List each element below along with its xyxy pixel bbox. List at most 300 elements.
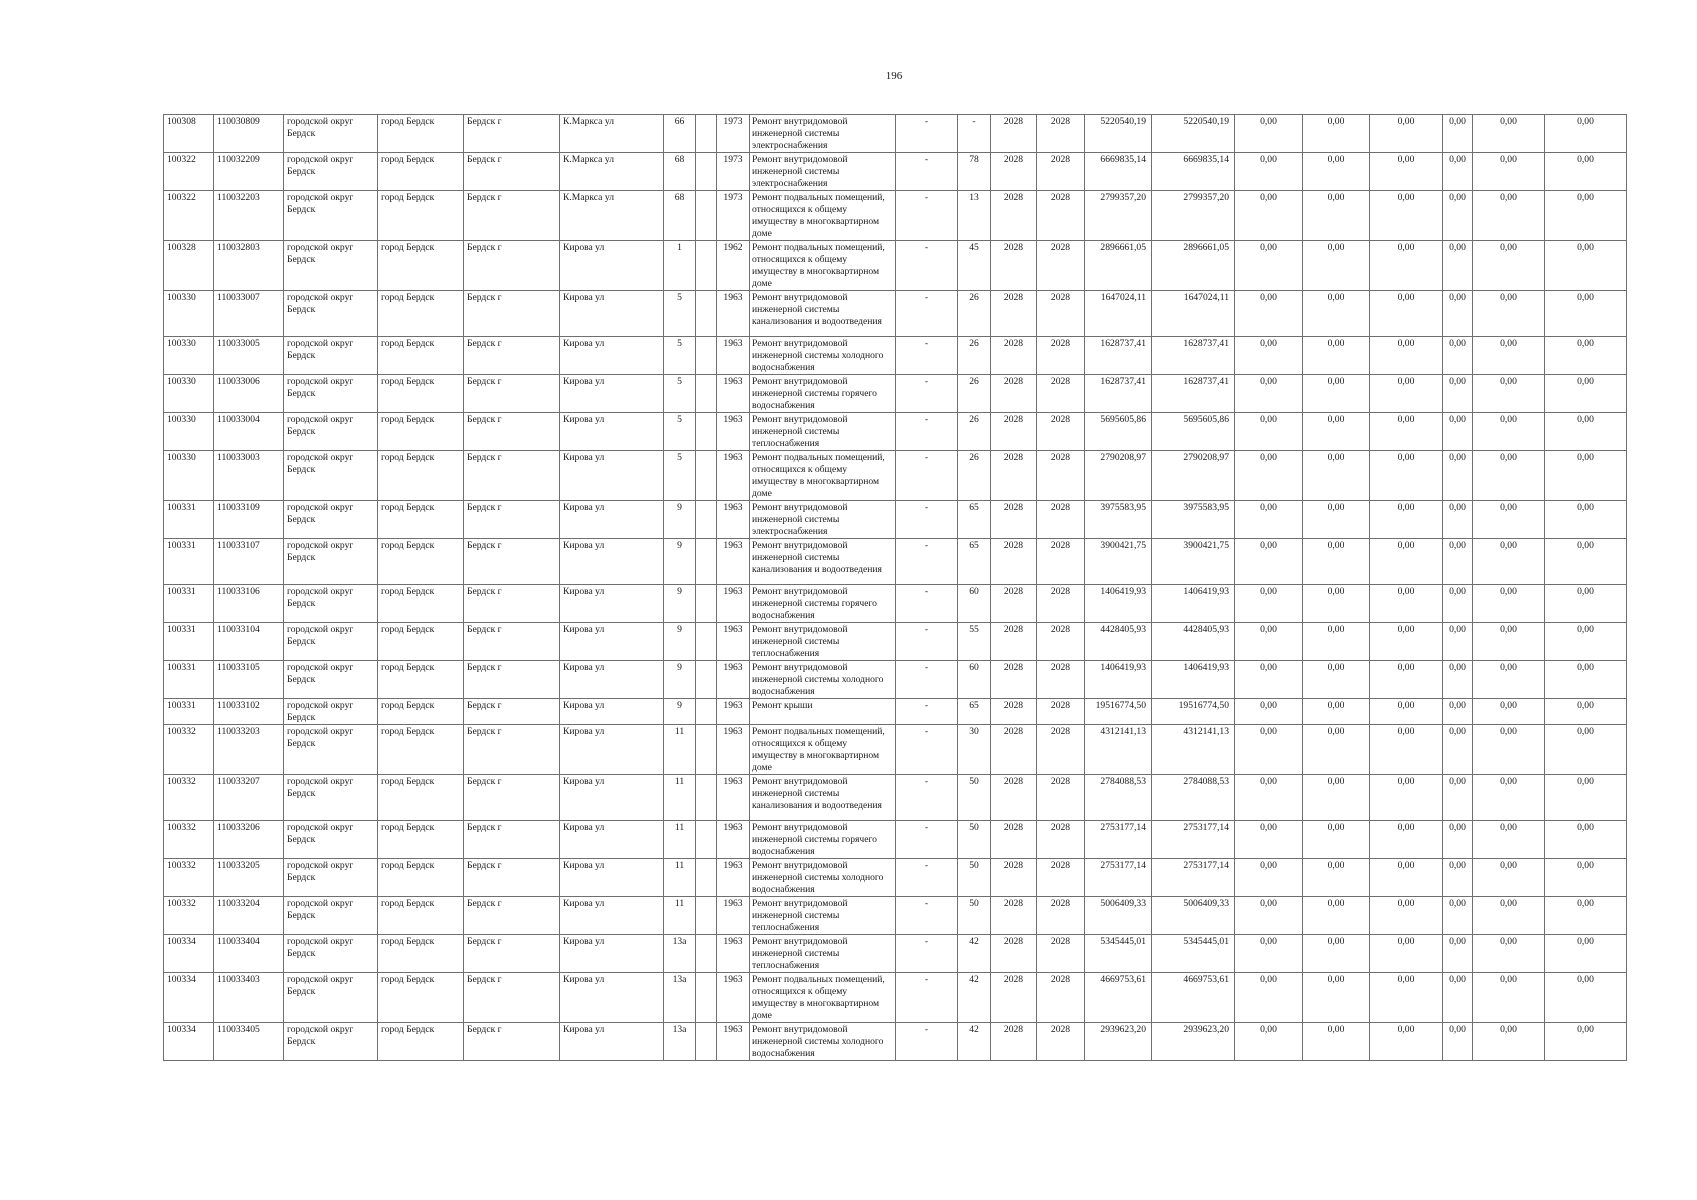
cell-cost-local: 0,00 — [1370, 935, 1443, 973]
cell-cost-federal: 0,00 — [1235, 775, 1303, 821]
cell-total-cost: 3900421,75 — [1085, 539, 1152, 585]
table-row — [164, 1023, 1627, 1061]
cell-cost-owners: 2753177,14 — [1152, 821, 1235, 859]
cell-build-year: 1963 — [717, 1023, 750, 1061]
cell-house-id: 100331 — [164, 501, 214, 539]
cell-cost-federal: 0,00 — [1235, 699, 1303, 725]
cell-cost-regional: 0,00 — [1303, 153, 1370, 191]
cell-cost-other-3: 0,00 — [1545, 699, 1627, 725]
cell-quantity: 65 — [958, 539, 991, 585]
cell-cost-federal: 0,00 — [1235, 821, 1303, 859]
cell-building — [696, 699, 717, 725]
cell-unit: - — [896, 501, 958, 539]
cell-cost-other-2: 0,00 — [1473, 821, 1545, 859]
cell-cost-federal: 0,00 — [1235, 115, 1303, 153]
cell-year-start: 2028 — [991, 241, 1037, 291]
cell-year-end: 2028 — [1037, 821, 1085, 859]
cell-cost-federal: 0,00 — [1235, 375, 1303, 413]
cell-settlement: город Бердск — [378, 153, 464, 191]
cell-work-type: Ремонт внутридомовой инженерной системы канализования и водоотведения — [750, 291, 896, 337]
cell-building — [696, 241, 717, 291]
cell-cost-other-3: 0,00 — [1545, 291, 1627, 337]
cell-municipality: городской округ Бердск — [284, 153, 378, 191]
cell-build-year: 1963 — [717, 413, 750, 451]
cell-cost-owners: 5345445,01 — [1152, 935, 1235, 973]
cell-quantity: 60 — [958, 661, 991, 699]
table-row — [164, 115, 1627, 153]
cell-cost-other-1: 0,00 — [1443, 539, 1473, 585]
cell-year-end: 2028 — [1037, 153, 1085, 191]
table-row — [164, 897, 1627, 935]
cell-cost-other-3: 0,00 — [1545, 1023, 1627, 1061]
cell-work-id: 110033403 — [214, 973, 284, 1023]
cell-unit: - — [896, 623, 958, 661]
cell-house-id: 100332 — [164, 821, 214, 859]
cell-house-id: 100331 — [164, 539, 214, 585]
cell-house-number: 68 — [664, 153, 696, 191]
cell-year-end: 2028 — [1037, 897, 1085, 935]
table-row — [164, 585, 1627, 623]
cell-building — [696, 661, 717, 699]
cell-house-number: 9 — [664, 539, 696, 585]
cell-building — [696, 897, 717, 935]
cell-build-year: 1963 — [717, 585, 750, 623]
cell-municipality: городской округ Бердск — [284, 451, 378, 501]
cell-work-type: Ремонт внутридомовой инженерной системы холодного водоснабжения — [750, 337, 896, 375]
cell-municipality: городской округ Бердск — [284, 539, 378, 585]
cell-cost-owners: 4312141,13 — [1152, 725, 1235, 775]
cell-build-year: 1963 — [717, 375, 750, 413]
cell-locality: Бердск г — [464, 821, 560, 859]
cell-locality: Бердск г — [464, 539, 560, 585]
cell-street: Кирова ул — [560, 375, 664, 413]
cell-year-end: 2028 — [1037, 859, 1085, 897]
cell-cost-regional: 0,00 — [1303, 291, 1370, 337]
cell-year-end: 2028 — [1037, 973, 1085, 1023]
cell-cost-local: 0,00 — [1370, 451, 1443, 501]
cell-building — [696, 539, 717, 585]
cell-house-id: 100334 — [164, 935, 214, 973]
cell-street: Кирова ул — [560, 337, 664, 375]
cell-cost-local: 0,00 — [1370, 337, 1443, 375]
cell-cost-owners: 1406419,93 — [1152, 661, 1235, 699]
cell-total-cost: 1406419,93 — [1085, 661, 1152, 699]
cell-unit: - — [896, 661, 958, 699]
cell-work-type: Ремонт внутридомовой инженерной системы горячего водоснабжения — [750, 585, 896, 623]
cell-year-end: 2028 — [1037, 585, 1085, 623]
cell-house-id: 100334 — [164, 1023, 214, 1061]
cell-quantity: 50 — [958, 775, 991, 821]
cell-locality: Бердск г — [464, 241, 560, 291]
cell-build-year: 1963 — [717, 935, 750, 973]
cell-work-id: 110033405 — [214, 1023, 284, 1061]
cell-quantity: 50 — [958, 821, 991, 859]
cell-cost-regional: 0,00 — [1303, 935, 1370, 973]
cell-year-end: 2028 — [1037, 291, 1085, 337]
cell-cost-federal: 0,00 — [1235, 539, 1303, 585]
cell-unit: - — [896, 375, 958, 413]
table-row — [164, 775, 1627, 821]
cell-settlement: город Бердск — [378, 191, 464, 241]
cell-year-start: 2028 — [991, 821, 1037, 859]
cell-cost-other-3: 0,00 — [1545, 661, 1627, 699]
cell-year-end: 2028 — [1037, 375, 1085, 413]
cell-settlement: город Бердск — [378, 775, 464, 821]
cell-municipality: городской округ Бердск — [284, 115, 378, 153]
cell-house-number: 13а — [664, 973, 696, 1023]
cell-cost-other-3: 0,00 — [1545, 585, 1627, 623]
cell-build-year: 1963 — [717, 897, 750, 935]
cell-total-cost: 1406419,93 — [1085, 585, 1152, 623]
cell-cost-other-1: 0,00 — [1443, 585, 1473, 623]
cell-house-id: 100334 — [164, 973, 214, 1023]
cell-unit: - — [896, 153, 958, 191]
cell-municipality: городской округ Бердск — [284, 973, 378, 1023]
cell-cost-other-1: 0,00 — [1443, 623, 1473, 661]
cell-house-id: 100322 — [164, 153, 214, 191]
table-row — [164, 973, 1627, 1023]
cell-year-end: 2028 — [1037, 413, 1085, 451]
cell-cost-other-1: 0,00 — [1443, 973, 1473, 1023]
cell-cost-other-2: 0,00 — [1473, 775, 1545, 821]
cell-building — [696, 191, 717, 241]
table-row — [164, 451, 1627, 501]
cell-year-start: 2028 — [991, 1023, 1037, 1061]
cell-build-year: 1963 — [717, 775, 750, 821]
cell-cost-other-3: 0,00 — [1545, 821, 1627, 859]
cell-cost-federal: 0,00 — [1235, 897, 1303, 935]
cell-cost-owners: 1628737,41 — [1152, 375, 1235, 413]
cell-house-number: 11 — [664, 775, 696, 821]
cell-total-cost: 5006409,33 — [1085, 897, 1152, 935]
cell-cost-other-1: 0,00 — [1443, 375, 1473, 413]
cell-build-year: 1973 — [717, 153, 750, 191]
cell-municipality: городской округ Бердск — [284, 501, 378, 539]
cell-cost-owners: 2753177,14 — [1152, 859, 1235, 897]
cell-work-type: Ремонт внутридомовой инженерной системы горячего водоснабжения — [750, 821, 896, 859]
cell-cost-regional: 0,00 — [1303, 725, 1370, 775]
cell-street: Кирова ул — [560, 935, 664, 973]
cell-cost-other-2: 0,00 — [1473, 241, 1545, 291]
cell-cost-owners: 2799357,20 — [1152, 191, 1235, 241]
cell-locality: Бердск г — [464, 501, 560, 539]
cell-work-type: Ремонт подвальных помещений, относящихся к общему имуществу в многоквартирном доме — [750, 973, 896, 1023]
cell-year-end: 2028 — [1037, 501, 1085, 539]
cell-settlement: город Бердск — [378, 821, 464, 859]
cell-cost-other-3: 0,00 — [1545, 451, 1627, 501]
cell-year-start: 2028 — [991, 623, 1037, 661]
cell-cost-other-1: 0,00 — [1443, 337, 1473, 375]
cell-quantity: 13 — [958, 191, 991, 241]
cell-municipality: городской округ Бердск — [284, 859, 378, 897]
cell-house-id: 100331 — [164, 699, 214, 725]
cell-cost-local: 0,00 — [1370, 821, 1443, 859]
cell-work-type: Ремонт подвальных помещений, относящихся к общему имуществу в многоквартирном доме — [750, 725, 896, 775]
cell-cost-regional: 0,00 — [1303, 241, 1370, 291]
cell-work-id: 110032203 — [214, 191, 284, 241]
cell-building — [696, 153, 717, 191]
cell-building — [696, 821, 717, 859]
cell-cost-federal: 0,00 — [1235, 935, 1303, 973]
table-row — [164, 623, 1627, 661]
cell-year-end: 2028 — [1037, 699, 1085, 725]
cell-quantity: 42 — [958, 935, 991, 973]
cell-municipality: городской округ Бердск — [284, 699, 378, 725]
cell-cost-local: 0,00 — [1370, 623, 1443, 661]
cell-municipality: городской округ Бердск — [284, 725, 378, 775]
cell-build-year: 1963 — [717, 451, 750, 501]
cell-street: Кирова ул — [560, 585, 664, 623]
cell-work-id: 110032803 — [214, 241, 284, 291]
cell-unit: - — [896, 725, 958, 775]
cell-cost-regional: 0,00 — [1303, 775, 1370, 821]
cell-total-cost: 2799357,20 — [1085, 191, 1152, 241]
cell-settlement: город Бердск — [378, 501, 464, 539]
cell-house-id: 100331 — [164, 661, 214, 699]
cell-cost-regional: 0,00 — [1303, 337, 1370, 375]
cell-cost-other-1: 0,00 — [1443, 699, 1473, 725]
cell-year-start: 2028 — [991, 585, 1037, 623]
cell-settlement: город Бердск — [378, 291, 464, 337]
cell-settlement: город Бердск — [378, 859, 464, 897]
cell-build-year: 1963 — [717, 661, 750, 699]
cell-year-start: 2028 — [991, 115, 1037, 153]
cell-street: Кирова ул — [560, 291, 664, 337]
cell-cost-other-1: 0,00 — [1443, 897, 1473, 935]
cell-cost-other-2: 0,00 — [1473, 699, 1545, 725]
cell-work-id: 110033107 — [214, 539, 284, 585]
cell-cost-other-1: 0,00 — [1443, 821, 1473, 859]
cell-year-start: 2028 — [991, 775, 1037, 821]
cell-cost-federal: 0,00 — [1235, 661, 1303, 699]
cell-settlement: город Бердск — [378, 337, 464, 375]
cell-building — [696, 623, 717, 661]
cell-work-id: 110033207 — [214, 775, 284, 821]
cell-build-year: 1963 — [717, 501, 750, 539]
cell-cost-regional: 0,00 — [1303, 413, 1370, 451]
cell-street: Кирова ул — [560, 661, 664, 699]
cell-build-year: 1963 — [717, 859, 750, 897]
cell-work-id: 110033206 — [214, 821, 284, 859]
cell-municipality: городской округ Бердск — [284, 375, 378, 413]
cell-cost-owners: 5220540,19 — [1152, 115, 1235, 153]
cell-locality: Бердск г — [464, 775, 560, 821]
cell-cost-other-1: 0,00 — [1443, 501, 1473, 539]
cell-street: Кирова ул — [560, 451, 664, 501]
cell-cost-other-3: 0,00 — [1545, 375, 1627, 413]
cell-work-id: 110033102 — [214, 699, 284, 725]
cell-municipality: городской округ Бердск — [284, 821, 378, 859]
cell-year-start: 2028 — [991, 725, 1037, 775]
cell-house-number: 13а — [664, 935, 696, 973]
cell-work-type: Ремонт подвальных помещений, относящихся к общему имуществу в многоквартирном доме — [750, 451, 896, 501]
cell-building — [696, 115, 717, 153]
cell-year-start: 2028 — [991, 859, 1037, 897]
cell-work-type: Ремонт внутридомовой инженерной системы канализования и водоотведения — [750, 775, 896, 821]
cell-settlement: город Бердск — [378, 897, 464, 935]
cell-cost-regional: 0,00 — [1303, 821, 1370, 859]
cell-house-id: 100322 — [164, 191, 214, 241]
cell-quantity: 65 — [958, 501, 991, 539]
cell-street: Кирова ул — [560, 623, 664, 661]
cell-cost-other-3: 0,00 — [1545, 539, 1627, 585]
cell-cost-local: 0,00 — [1370, 725, 1443, 775]
cell-cost-federal: 0,00 — [1235, 859, 1303, 897]
cell-cost-other-2: 0,00 — [1473, 451, 1545, 501]
cell-total-cost: 2896661,05 — [1085, 241, 1152, 291]
cell-settlement: город Бердск — [378, 585, 464, 623]
table-row — [164, 859, 1627, 897]
cell-unit: - — [896, 935, 958, 973]
cell-cost-local: 0,00 — [1370, 153, 1443, 191]
cell-year-end: 2028 — [1037, 191, 1085, 241]
cell-settlement: город Бердск — [378, 623, 464, 661]
cell-build-year: 1963 — [717, 725, 750, 775]
cell-settlement: город Бердск — [378, 539, 464, 585]
cell-locality: Бердск г — [464, 191, 560, 241]
cell-total-cost: 2753177,14 — [1085, 821, 1152, 859]
cell-municipality: городской округ Бердск — [284, 897, 378, 935]
cell-house-id: 100332 — [164, 897, 214, 935]
cell-cost-other-1: 0,00 — [1443, 859, 1473, 897]
cell-year-start: 2028 — [991, 661, 1037, 699]
cell-work-id: 110033007 — [214, 291, 284, 337]
table-row — [164, 241, 1627, 291]
cell-quantity: 45 — [958, 241, 991, 291]
cell-unit: - — [896, 241, 958, 291]
cell-quantity: 50 — [958, 897, 991, 935]
cell-total-cost: 1628737,41 — [1085, 375, 1152, 413]
cell-cost-local: 0,00 — [1370, 661, 1443, 699]
cell-locality: Бердск г — [464, 935, 560, 973]
cell-house-id: 100330 — [164, 413, 214, 451]
cell-cost-owners: 1628737,41 — [1152, 337, 1235, 375]
cell-work-type: Ремонт внутридомовой инженерной системы канализования и водоотведения — [750, 539, 896, 585]
cell-cost-local: 0,00 — [1370, 897, 1443, 935]
cell-building — [696, 775, 717, 821]
cell-cost-other-3: 0,00 — [1545, 153, 1627, 191]
cell-unit: - — [896, 775, 958, 821]
cell-year-end: 2028 — [1037, 115, 1085, 153]
cell-street: Кирова ул — [560, 241, 664, 291]
cell-building — [696, 501, 717, 539]
table-row — [164, 935, 1627, 973]
cell-municipality: городской округ Бердск — [284, 413, 378, 451]
cell-settlement: город Бердск — [378, 1023, 464, 1061]
cell-work-id: 110032209 — [214, 153, 284, 191]
table-row — [164, 539, 1627, 585]
cell-total-cost: 5345445,01 — [1085, 935, 1152, 973]
cell-cost-other-1: 0,00 — [1443, 241, 1473, 291]
cell-house-number: 5 — [664, 375, 696, 413]
cell-cost-other-2: 0,00 — [1473, 585, 1545, 623]
cell-cost-regional: 0,00 — [1303, 897, 1370, 935]
cell-house-number: 11 — [664, 897, 696, 935]
cell-cost-owners: 2896661,05 — [1152, 241, 1235, 291]
cell-locality: Бердск г — [464, 725, 560, 775]
cell-cost-owners: 1647024,11 — [1152, 291, 1235, 337]
cell-cost-other-3: 0,00 — [1545, 935, 1627, 973]
cell-cost-other-3: 0,00 — [1545, 501, 1627, 539]
cell-building — [696, 337, 717, 375]
cell-cost-federal: 0,00 — [1235, 1023, 1303, 1061]
cell-house-id: 100331 — [164, 623, 214, 661]
cell-year-end: 2028 — [1037, 623, 1085, 661]
cell-municipality: городской округ Бердск — [284, 661, 378, 699]
cell-settlement: город Бердск — [378, 451, 464, 501]
capital-repair-register-table — [163, 114, 1627, 1061]
cell-cost-local: 0,00 — [1370, 501, 1443, 539]
cell-year-start: 2028 — [991, 337, 1037, 375]
cell-build-year: 1973 — [717, 191, 750, 241]
cell-municipality: городской округ Бердск — [284, 1023, 378, 1061]
cell-locality: Бердск г — [464, 897, 560, 935]
cell-quantity: 65 — [958, 699, 991, 725]
cell-locality: Бердск г — [464, 451, 560, 501]
cell-cost-owners: 3975583,95 — [1152, 501, 1235, 539]
cell-cost-regional: 0,00 — [1303, 451, 1370, 501]
cell-cost-regional: 0,00 — [1303, 539, 1370, 585]
cell-cost-other-2: 0,00 — [1473, 935, 1545, 973]
cell-building — [696, 1023, 717, 1061]
cell-house-id: 100332 — [164, 775, 214, 821]
cell-work-id: 110033109 — [214, 501, 284, 539]
cell-year-end: 2028 — [1037, 241, 1085, 291]
cell-quantity: 60 — [958, 585, 991, 623]
table-row — [164, 337, 1627, 375]
cell-build-year: 1963 — [717, 623, 750, 661]
cell-municipality: городской округ Бердск — [284, 775, 378, 821]
cell-cost-other-1: 0,00 — [1443, 451, 1473, 501]
cell-cost-local: 0,00 — [1370, 241, 1443, 291]
cell-cost-federal: 0,00 — [1235, 291, 1303, 337]
cell-cost-other-2: 0,00 — [1473, 413, 1545, 451]
cell-year-start: 2028 — [991, 501, 1037, 539]
cell-cost-regional: 0,00 — [1303, 115, 1370, 153]
table-row — [164, 191, 1627, 241]
cell-unit: - — [896, 337, 958, 375]
cell-settlement: город Бердск — [378, 935, 464, 973]
cell-quantity: 50 — [958, 859, 991, 897]
cell-settlement: город Бердск — [378, 973, 464, 1023]
cell-cost-regional: 0,00 — [1303, 501, 1370, 539]
cell-year-end: 2028 — [1037, 337, 1085, 375]
cell-cost-other-3: 0,00 — [1545, 413, 1627, 451]
cell-work-id: 110033404 — [214, 935, 284, 973]
cell-house-number: 11 — [664, 821, 696, 859]
cell-work-id: 110033003 — [214, 451, 284, 501]
cell-cost-regional: 0,00 — [1303, 859, 1370, 897]
cell-municipality: городской округ Бердск — [284, 241, 378, 291]
table-row — [164, 501, 1627, 539]
cell-house-number: 9 — [664, 623, 696, 661]
cell-work-id: 110033106 — [214, 585, 284, 623]
cell-build-year: 1962 — [717, 241, 750, 291]
cell-quantity: 78 — [958, 153, 991, 191]
cell-cost-other-2: 0,00 — [1473, 725, 1545, 775]
cell-cost-other-1: 0,00 — [1443, 1023, 1473, 1061]
cell-build-year: 1963 — [717, 337, 750, 375]
cell-year-start: 2028 — [991, 451, 1037, 501]
cell-cost-federal: 0,00 — [1235, 973, 1303, 1023]
cell-work-id: 110030809 — [214, 115, 284, 153]
cell-total-cost: 1628737,41 — [1085, 337, 1152, 375]
cell-cost-federal: 0,00 — [1235, 501, 1303, 539]
cell-locality: Бердск г — [464, 291, 560, 337]
cell-cost-regional: 0,00 — [1303, 661, 1370, 699]
cell-street: Кирова ул — [560, 1023, 664, 1061]
cell-year-start: 2028 — [991, 973, 1037, 1023]
